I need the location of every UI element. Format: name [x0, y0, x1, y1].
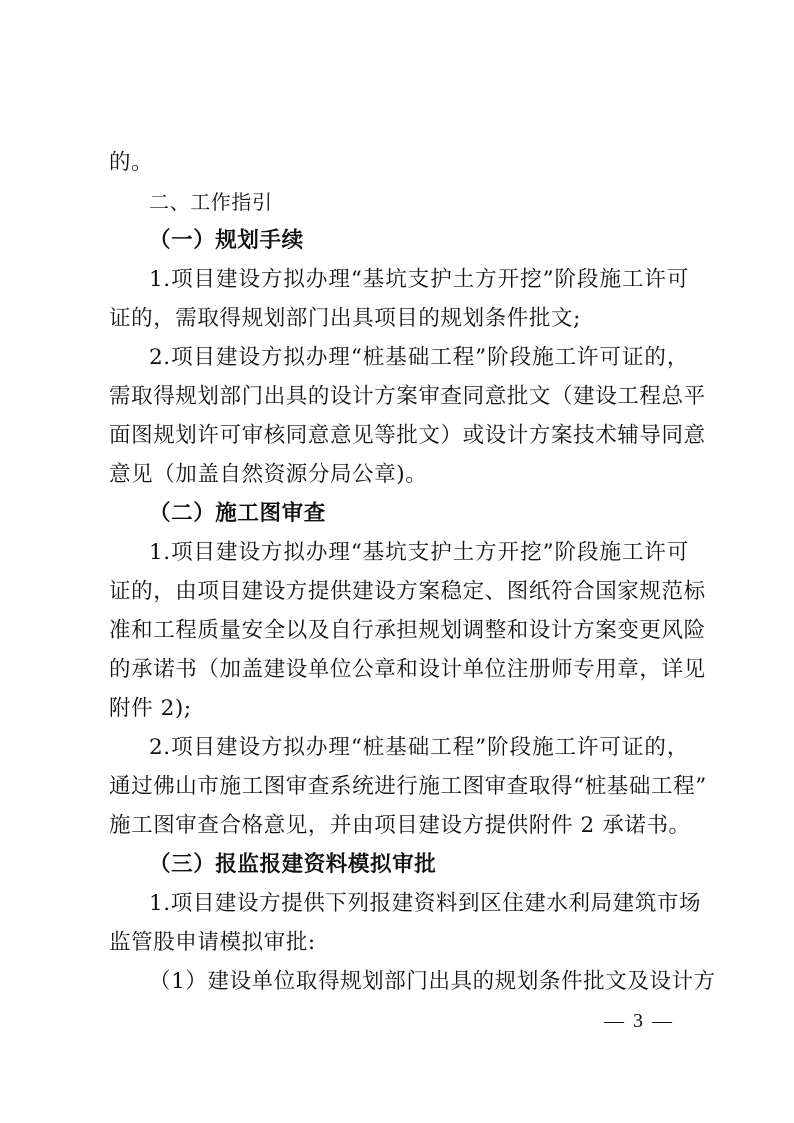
paragraph-line: 证的，需取得规划部门出具项目的规划条件批文; — [109, 306, 581, 331]
paragraph-line: 1.项目建设方拟办理“基坑支护土方开挖”阶段施工许可 — [149, 540, 689, 565]
subsection-heading: （三）报监报建资料模拟审批 — [149, 852, 437, 877]
paragraph-line: 面图规划许可审核同意意见等批文）或设计方案技术辅导同意 — [109, 423, 706, 448]
paragraph-line: 的。 — [109, 150, 154, 175]
paragraph-line: 施工图审查合格意见，并由项目建设方提供附件 2 承诺书。 — [109, 813, 691, 838]
subsection-heading: （一）规划手续 — [149, 228, 304, 253]
paragraph-line: 2.项目建设方拟办理“桩基础工程”阶段施工许可证的， — [149, 345, 689, 370]
paragraph-line: 1.项目建设方拟办理“基坑支护土方开挖”阶段施工许可 — [149, 267, 689, 292]
paragraph-line: 的承诺书（加盖建设单位公章和设计单位注册师专用章，详见 — [109, 657, 706, 682]
paragraph-line: 意见（加盖自然资源分局公章)。 — [109, 462, 428, 487]
paragraph-line: （1）建设单位取得规划部门出具的规划条件批文及设计方 — [149, 969, 716, 994]
paragraph-line: 准和工程质量安全以及自行承担规划调整和设计方案变更风险 — [109, 618, 706, 643]
page-number: — 3 — — [604, 1010, 674, 1032]
paragraph-line: 通过佛山市施工图审查系统进行施工图审查取得“桩基础工程” — [109, 774, 707, 799]
paragraph-line: 证的，由项目建设方提供建设方案稳定、图纸符合国家规范标 — [109, 579, 706, 604]
paragraph-line: 附件 2); — [109, 696, 192, 721]
subsection-heading: （二）施工图审查 — [149, 501, 326, 526]
section-heading: 二、工作指引 — [149, 190, 273, 214]
paragraph-line: 1.项目建设方提供下列报建资料到区住建水利局建筑市场 — [149, 891, 702, 916]
paragraph-line: 2.项目建设方拟办理“桩基础工程”阶段施工许可证的， — [149, 735, 689, 760]
paragraph-line: 需取得规划部门出具的设计方案审查同意批文（建设工程总平 — [109, 384, 706, 409]
paragraph-line: 监管股申请模拟审批: — [109, 930, 316, 955]
